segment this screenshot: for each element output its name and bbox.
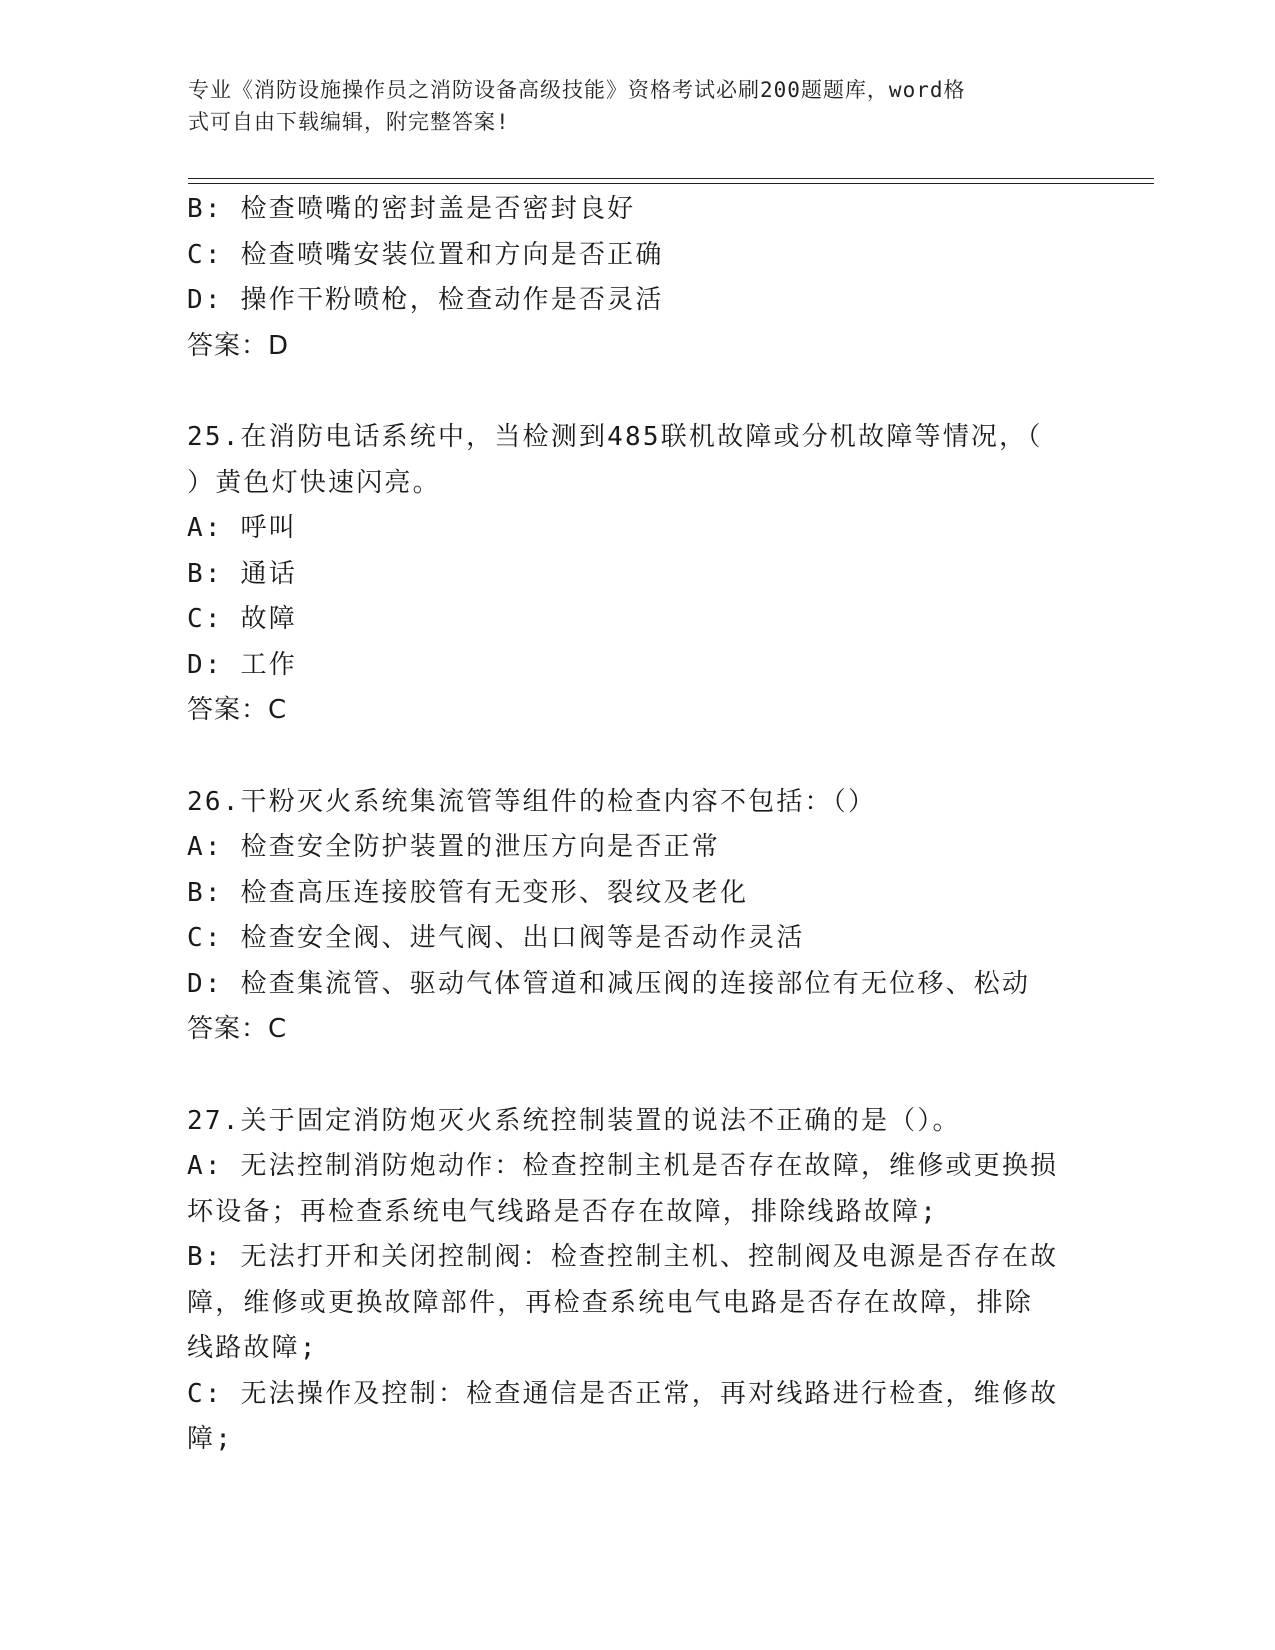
question-26	[187, 780, 1087, 1053]
header-line: 式可自由下载编辑，附完整答案!	[188, 110, 510, 134]
option-d: D: 工作	[187, 649, 297, 680]
header-divider	[188, 178, 1154, 179]
option-b: 障，维修或更换故障部件，再检查系统电气电路是否存在故障，排除	[187, 1287, 1034, 1318]
option-b: B: 检查喷嘴的密封盖是否密封良好	[187, 194, 636, 224]
option-c: C: 检查喷嘴安装位置和方向是否正确	[187, 239, 664, 270]
spacer	[187, 734, 1087, 780]
question-stem: 25.在消防电话系统中，当检测到485联机故障或分机故障等情况，（	[187, 422, 1043, 452]
option-d: D: 检查集流管、驱动气体管道和减压阀的连接部位有无位移、松动	[187, 968, 1031, 999]
header-line: 专业《消防设施操作员之消防设备高级技能》资格考试必刷200题题库，word格	[188, 78, 966, 102]
question-stem: 27.关于固定消防炮灭火系统控制装置的说法不正确的是（）。	[187, 1105, 961, 1136]
option-a: A: 呼叫	[187, 513, 297, 543]
question-list	[187, 187, 1087, 1463]
question-stem: ）黄色灯快速闪亮。	[187, 467, 441, 498]
document-header	[188, 74, 1068, 138]
option-d: D: 操作干粉喷枪，检查动作是否灵活	[187, 285, 664, 315]
option-c: C: 检查安全阀、进气阀、出口阀等是否动作灵活	[187, 923, 805, 953]
question-27	[187, 1099, 1087, 1463]
option-c: C: 故障	[187, 604, 297, 634]
option-a: A: 无法控制消防炮动作：检查控制主机是否存在故障，维修或更换损	[187, 1151, 1059, 1181]
question-25	[187, 415, 1087, 734]
option-b: B: 通话	[187, 558, 297, 589]
spacer	[187, 369, 1087, 415]
option-b: B: 无法打开和关闭控制阀：检查控制主机、控制阀及电源是否存在故	[187, 1242, 1059, 1272]
option-a: A: 检查安全防护装置的泄压方向是否正常	[187, 832, 720, 862]
question-stem: 26.干粉灭火系统集流管等组件的检查内容不包括：（）	[187, 786, 877, 817]
option-b: B: 检查高压连接胶管有无变形、裂纹及老化	[187, 877, 749, 908]
spacer	[187, 1053, 1087, 1099]
option-c: C: 无法操作及控制：检查通信是否正常，再对线路进行检查，维修故	[187, 1378, 1059, 1409]
option-b: 线路故障;	[187, 1333, 318, 1363]
answer: 答案：D	[187, 330, 290, 361]
answer: 答案：C	[187, 695, 288, 725]
header-divider	[188, 183, 1154, 184]
question-24	[187, 187, 1087, 369]
option-c: 障;	[187, 1424, 234, 1454]
option-a: 坏设备；再检查系统电气线路是否存在故障，排除线路故障;	[187, 1196, 939, 1227]
answer: 答案：C	[187, 1014, 288, 1044]
